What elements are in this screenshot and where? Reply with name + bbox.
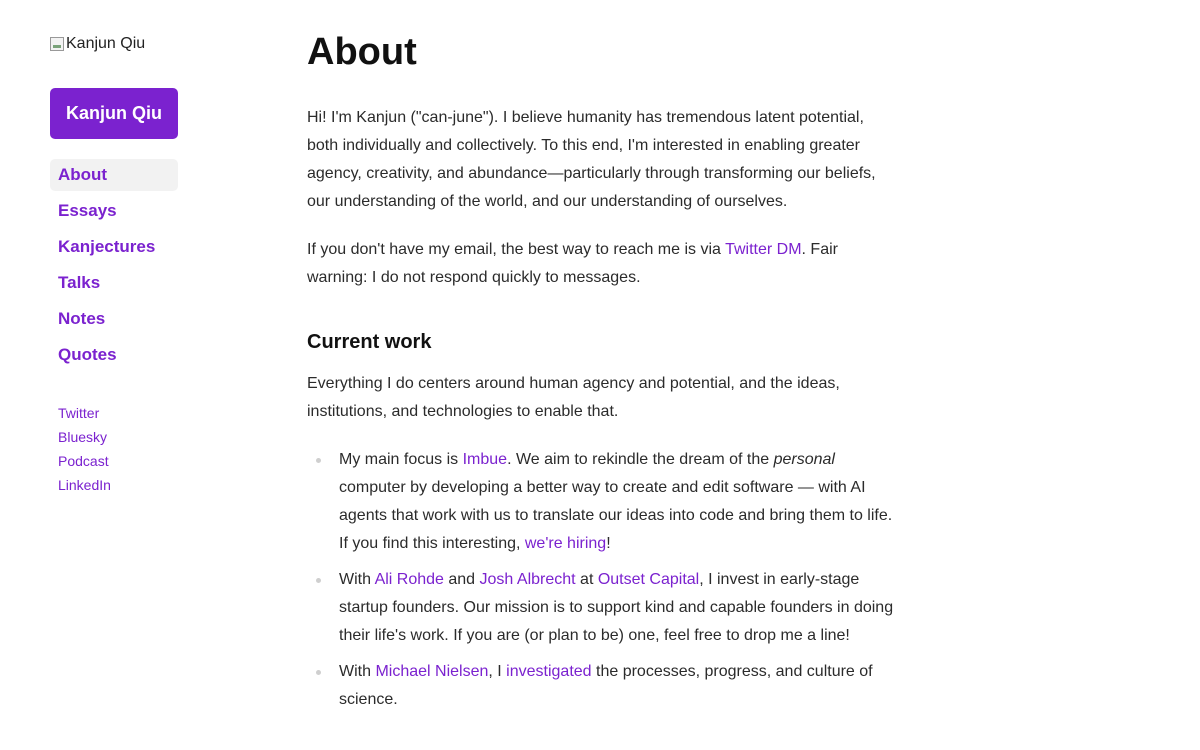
list-item-text: the processes, progress, and culture of science.: [339, 663, 873, 708]
outset-capital-link[interactable]: Outset Capital: [597, 571, 700, 588]
main-content: [307, 30, 897, 722]
imbue-link[interactable]: Imbue: [462, 451, 508, 468]
investigated-link[interactable]: investigated: [506, 663, 592, 680]
social-link-linkedin[interactable]: LinkedIn: [58, 477, 111, 493]
list-item: [339, 658, 897, 714]
social-link-twitter[interactable]: Twitter: [58, 405, 100, 421]
list-item-text: With: [339, 571, 375, 588]
list-item-text: , I invest in early-stage startup founders. Our mission is to support kind and capable founders in doing their life's work. If you are (or plan to be) one, feel free to drop me a line!: [339, 571, 894, 644]
sidebar-nav: [50, 159, 190, 371]
contact-text-before: If you don't have my email, the best way to reach me is via: [307, 241, 726, 258]
twitter-dm-link[interactable]: Twitter DM: [725, 241, 802, 258]
list-item-text: . We aim to rekindle the dream of the: [507, 451, 774, 468]
michael-nielsen-link[interactable]: Michael Nielsen: [375, 663, 489, 680]
nav-item-essays[interactable]: Essays: [58, 201, 117, 220]
intro-paragraph: Hi! I'm Kanjun ("can-june"). I believe humanity has tremendous latent potential, both individually and collectively. To this end, I'm interested in enabling greater agency, creativity, and abundance—particularly through transforming our beliefs, our understanding of the world, and our understanding of ourselves.: [307, 109, 876, 210]
nav-item-about[interactable]: About: [50, 159, 178, 191]
current-work-intro: Everything I do centers around human agency and potential, and the ideas, institutions, and technologies to enable that.: [307, 375, 840, 420]
avatar: [50, 32, 190, 56]
contact-text-after: . Fair warning: I do not respond quickly to messages.: [307, 241, 838, 286]
list-item-text: at: [575, 571, 598, 588]
list-item: [339, 446, 897, 558]
josh-albrecht-link[interactable]: Josh Albrecht: [479, 571, 576, 588]
list-item-text: With: [339, 663, 376, 680]
list-item-text: !: [606, 535, 611, 552]
nav-item-talks[interactable]: Talks: [58, 273, 101, 292]
brand-home-button[interactable]: Kanjun Qiu: [50, 88, 178, 139]
social-link-bluesky[interactable]: Bluesky: [58, 429, 108, 445]
current-work-list: [307, 446, 897, 714]
hiring-link[interactable]: we're hiring: [524, 535, 607, 552]
broken-image-icon: [50, 37, 64, 51]
social-links: [50, 401, 190, 497]
nav-item-kanjectures[interactable]: Kanjectures: [58, 237, 156, 256]
avatar-alt-text: Kanjun Qiu: [66, 35, 146, 52]
list-item-text: and: [443, 571, 480, 588]
social-link-podcast[interactable]: Podcast: [58, 453, 109, 469]
nav-item-notes[interactable]: Notes: [58, 309, 106, 328]
emphasis-text: personal: [773, 451, 835, 468]
list-item-text: computer by developing a better way to create and edit software — with AI agents that work with us to translate our ideas into code and bring them to life. If you find this interesting,: [339, 479, 893, 552]
list-item: [339, 566, 897, 650]
contact-paragraph: [307, 236, 897, 292]
nav-item-quotes[interactable]: Quotes: [58, 345, 117, 364]
current-work-heading: Current work: [307, 331, 432, 353]
list-item-text: My main focus is: [339, 451, 463, 468]
page-title: About: [307, 31, 417, 73]
sidebar: [50, 32, 190, 497]
ali-rohde-link[interactable]: Ali Rohde: [374, 571, 444, 588]
list-item-text: , I: [488, 663, 507, 680]
